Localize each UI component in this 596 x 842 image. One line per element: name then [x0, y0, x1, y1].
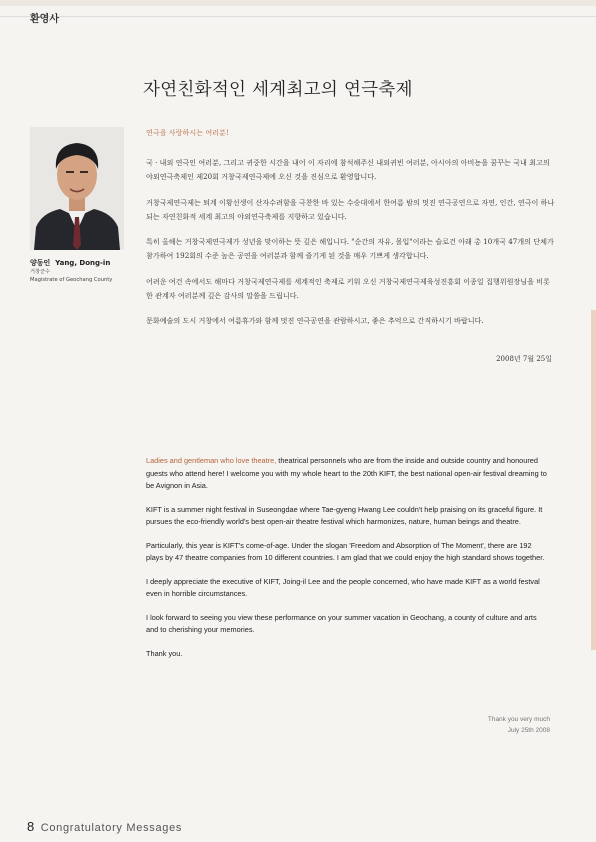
header-rule	[0, 16, 596, 17]
english-greeting-rest: theatrical personnels who are from the inside and outside country and honoured guests who attend here! I welcome you with my whole heart to the 20th KIFT, the best national open-air festival dreaming to be Avignon in Asia.	[146, 456, 547, 490]
footer-section-title: Congratulatory Messages	[40, 822, 183, 834]
english-paragraph: Thank you.	[146, 648, 183, 658]
author-name-en: Yang, Dong-in	[55, 259, 111, 267]
english-paragraph: I look forward to seeing you view these performance on your summer vacation in Geochang, a county of culture and arts and to cherishing your memories.	[146, 612, 537, 634]
korean-paragraph: 어려운 여건 속에서도 해마다 거창국제연극제를 세계적인 축제로 키워 오신 거창국제연극제육성진흥회 이종일 집행위원장님을 비롯한 관계자 여러분께 깊은 감사의 말씀을 드립니다.	[146, 276, 550, 300]
author-title-en: Magistrate of Geochang County	[30, 277, 113, 283]
english-paragraph	[146, 455, 550, 493]
author-portrait	[30, 127, 124, 250]
author-title-ko: 거창군수	[30, 269, 51, 275]
english-message	[146, 455, 550, 671]
top-tint	[0, 0, 596, 6]
page-footer	[27, 818, 182, 836]
author-name-line	[30, 258, 138, 268]
section-label: 환영사	[30, 14, 59, 25]
korean-paragraph: 거창국제연극제는 퇴계 이황선생이 산자수려함을 극찬한 바 있는 수승대에서 한여름 밤의 멋진 연극공연으로 자연, 인간, 연극이 하나 되는 자연친화적 세계 최고의 야외연극축제를 지향하고 있습니다.	[146, 197, 555, 221]
author-caption	[30, 258, 138, 284]
english-closing-line: Thank you very much	[487, 716, 550, 723]
portrait-image	[30, 127, 124, 250]
english-date: July 25th 2008	[507, 727, 550, 734]
korean-paragraph: 특히 올해는 거창국제연극제가 성년을 맞이하는 뜻 깊은 해입니다. "순간의 자유, 몰입"이라는 슬로건 아래 총 10개국 47개의 단체가 참가하여 192회의 수준 높은 공연을 여러분과 함께 즐기게 된 것을 매우 기쁘게 생각합니다.	[146, 237, 554, 260]
english-greeting: Ladies and gentleman who love theatre,	[146, 456, 277, 465]
korean-paragraph: 국 · 내외 연극인 여러분, 그리고 귀중한 시간을 내어 이 자리에 참석해주신 내외귀빈 여러분, 아시아의 아비뇽을 꿈꾸는 국내 최고의 야외연극축제인 제20회 거창국제연극제에 오신 것을 진심으로 환영합니다.	[146, 158, 550, 181]
korean-paragraph: 문화예술의 도시 거창에서 여름휴가와 함께 멋진 연극공연을 관람하시고, 좋은 추억으로 간직하시기 바랍니다.	[146, 316, 484, 325]
author-name-ko: 양동인	[30, 259, 51, 267]
korean-message	[146, 126, 556, 340]
english-paragraph: Particularly, this year is KIFT's come-of-age. Under the slogan 'Freedom and Absorption of The Moment', there are 192 plays by 47 theatre companies from 10 different countries. I am glad that we could enjoy the high standard shows together.	[146, 540, 545, 562]
korean-greeting: 연극을 사랑하시는 여러분!	[146, 128, 229, 137]
english-paragraph: KIFT is a summer night festival in Suseongdae where Tae-gyeng Hwang Lee couldn't help praising on its graceful figure. It pursues the eco-friendly world's best open-air theatre festival which harmonizes, nature, human beings and theatre.	[146, 504, 543, 526]
english-paragraph: I deeply appreciate the executive of KIFT, Joing-il Lee and the people concerned, who have made KIFT as a world festval even in horrible circumstances.	[146, 576, 540, 598]
edge-stripe	[591, 310, 596, 650]
korean-date: 2008년 7월 25일	[496, 355, 552, 363]
english-closing	[488, 714, 550, 736]
page-title: 자연친화적인 세계최고의 연극축제	[143, 80, 413, 100]
page-number: 8	[27, 819, 35, 834]
